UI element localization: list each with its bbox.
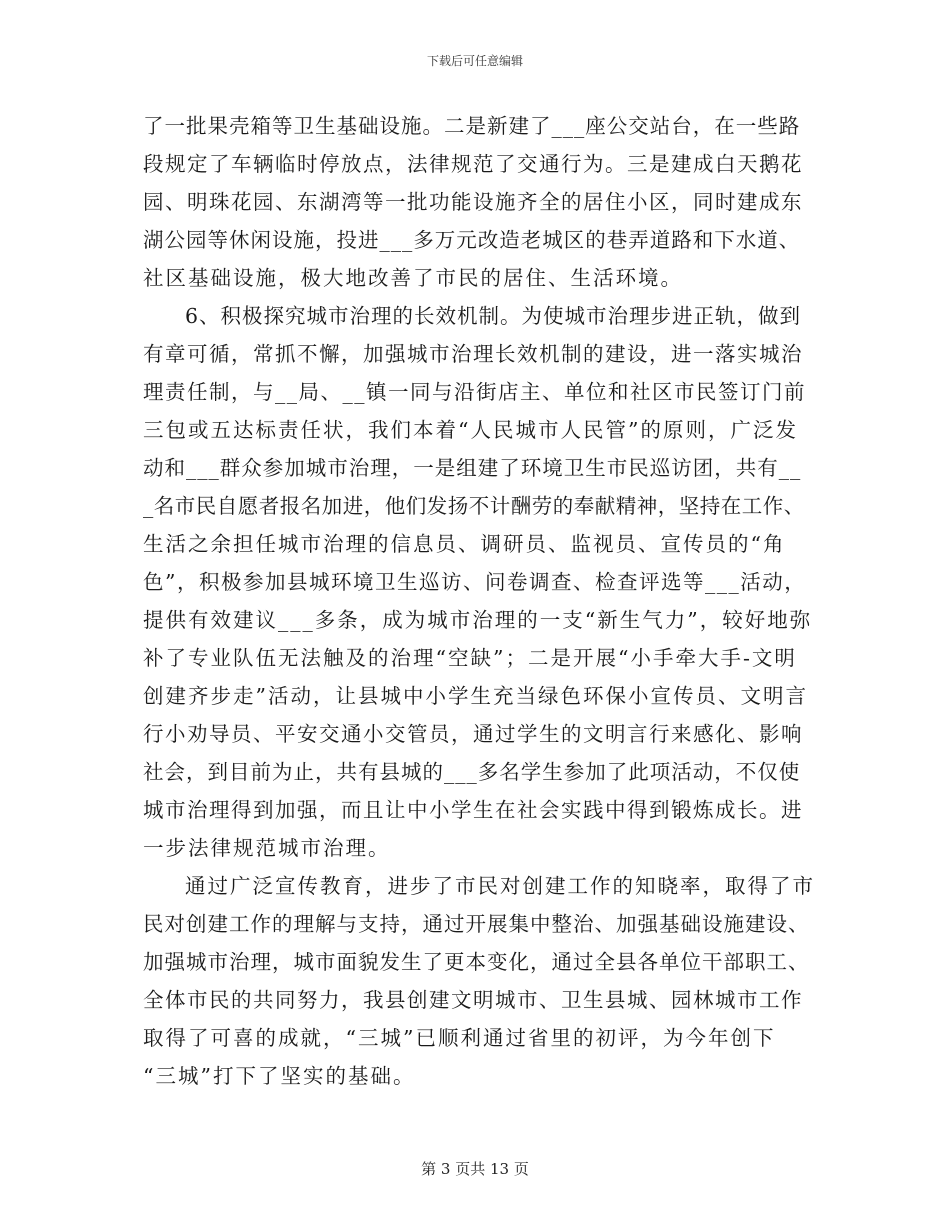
page-number: 第 3 页共 13 页 (421, 1160, 529, 1178)
text-line: 提供有效建议___多条，成为城市治理的一支“新生气力”，较好地弥 (143, 608, 813, 632)
text-line: 民对创建工作的理解与支持，通过开展集中整治、加强基础设施建设、 (143, 912, 810, 936)
text-line: 湖公园等休闲设施，投进___多万元改造老城区的巷弄道路和下水道、 (143, 228, 801, 252)
paragraph-start-line: 6、积极探究城市治理的长效机制。为使城市治理步进正轨，做到 (185, 304, 802, 328)
text-line: 有章可循，常抓不懈，加强城市治理长效机制的建设，进一落实城治 (143, 342, 803, 366)
text-line: 全体市民的共同努力，我县创建文明城市、卫生县城、园林城市工作 (143, 988, 803, 1012)
text-line: 三包或五达标责任状，我们本着“人民城市人民管”的原则，广泛发 (143, 418, 798, 442)
text-line: 城市治理得到加强，而且让中小学生在社会实践中得到锻炼成长。进 (143, 798, 803, 822)
text-line: _名市民自愿者报名加进，他们发扬不计酬劳的奉献精神，坚持在工作、 (143, 494, 805, 518)
text-line: 动和___群众参加城市治理，一是组建了环境卫生市民巡访团，共有__ (143, 456, 802, 480)
page-header: 下载后可任意编辑 (426, 54, 523, 68)
text-line: 生活之余担任城市治理的信息员、调研员、监视员、宣传员的“角 (143, 532, 786, 556)
text-line: 社会，到目前为止，共有县城的___多名学生参加了此项活动，不仅使 (143, 760, 801, 784)
text-line: 园、明珠花园、东湖湾等一批功能设施齐全的居住小区，同时建成东 (143, 190, 803, 214)
text-line: 段规定了车辆临时停放点，法律规范了交通行为。三是建成白天鹅花 (143, 152, 803, 176)
text-line: 社区基础设施，极大地改善了市民的居住、生活环境。 (143, 266, 683, 290)
text-line: 理责任制，与__局、__镇一同与沿街店主、单位和社区市民签订门前 (143, 380, 806, 404)
text-line: 补了专业队伍无法触及的治理“空缺”；二是开展“小手牵大手-文明 (143, 646, 797, 670)
text-line: 行小劝导员、平安交通小交管员，通过学生的文明言行来感化、影响 (143, 722, 803, 746)
text-line: 加强城市治理，城市面貌发生了更本变化，通过全县各单位干部职工、 (143, 950, 810, 974)
text-line: 了一批果壳箱等卫生基础设施。二是新建了___座公交站台，在一些路 (143, 114, 801, 138)
text-line: 一步法律规范城市治理。 (143, 836, 391, 860)
text-line: 创建齐步走”活动，让县城中小学生充当绿色环保小宣传员、文明言 (143, 684, 808, 708)
text-line: 色”，积极参加县城环境卫生巡访、问卷调查、检查评选等___活动， (143, 570, 807, 594)
paragraph-start-line: 通过广泛宣传教育，进步了市民对创建工作的知晓率，取得了市 (185, 874, 815, 898)
text-line: “三城”打下了坚实的基础。 (143, 1064, 416, 1088)
text-line: 取得了可喜的成就，“三城”已顺利通过省里的初评，为今年创下 (143, 1026, 776, 1050)
